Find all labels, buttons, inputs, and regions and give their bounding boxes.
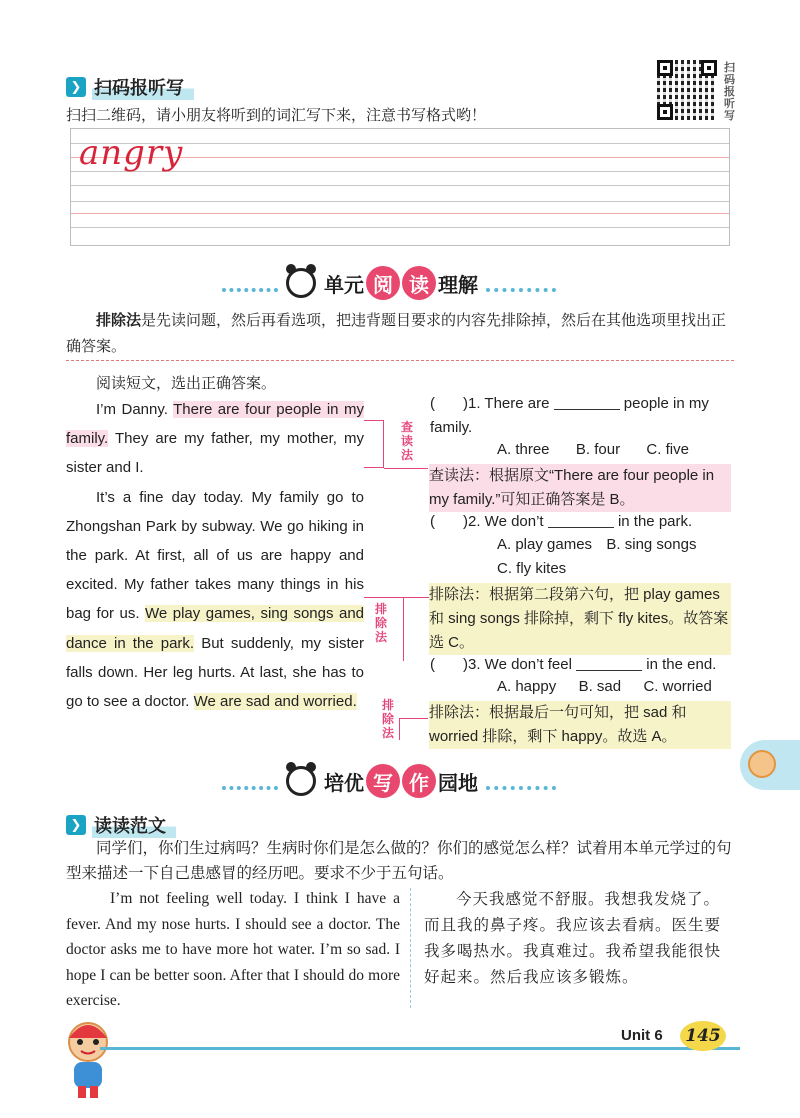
tip-keyword: 排除法 bbox=[96, 312, 142, 329]
side-tag-2: 排除法 bbox=[374, 602, 387, 644]
answer-blank-3[interactable] bbox=[576, 656, 642, 671]
option-1a[interactable]: A. three bbox=[497, 441, 550, 458]
passage-highlight-3: We are sad and worried. bbox=[193, 693, 357, 711]
connector-1 bbox=[364, 420, 384, 468]
reading-banner-circle1: 阅 bbox=[366, 266, 400, 300]
passage-highlight-2: We play games, sing songs and dance in the park. bbox=[66, 605, 365, 652]
qr-code-icon[interactable] bbox=[657, 60, 717, 120]
writing-banner-part1: 培优 bbox=[324, 772, 364, 795]
footer-line bbox=[100, 1047, 740, 1050]
option-1b[interactable]: B. four bbox=[575, 441, 621, 458]
dictation-instruction: 扫扫二维码，请小朋友将听到的词汇写下来，注意书写格式哟！ bbox=[66, 107, 487, 124]
question-3: ( )3. We don’t feel in the end. bbox=[430, 656, 717, 673]
handwriting-area[interactable] bbox=[70, 128, 730, 246]
reading-banner-part1: 单元 bbox=[324, 274, 364, 297]
reading-task: 阅读短文，选出正确答案。 bbox=[96, 375, 277, 392]
essay-english: I’m not feeling well today. I think I have a fever. And my nose hurts. I should see a doctor. The doctor asks me to have more hot water. I’m so sad. I hope I can be better soon. After that I should do more exercise. bbox=[66, 890, 400, 1009]
writing-banner-part2: 园地 bbox=[438, 772, 478, 795]
option-2c-row bbox=[497, 560, 566, 577]
side-tag-1: 查读法 bbox=[400, 420, 413, 462]
dictation-header bbox=[66, 74, 194, 100]
writing-banner-circle2: 作 bbox=[402, 764, 436, 798]
strategy-tip bbox=[66, 308, 734, 361]
panda-icon bbox=[286, 766, 316, 796]
answer-blank-1[interactable] bbox=[554, 395, 620, 410]
essay-header bbox=[66, 812, 176, 838]
option-1c[interactable]: C. five bbox=[646, 441, 689, 458]
sample-word: angry bbox=[79, 133, 184, 173]
writing-banner-circle1: 写 bbox=[366, 764, 400, 798]
side-tab[interactable] bbox=[740, 740, 800, 790]
reading-banner-part2: 理解 bbox=[438, 274, 478, 297]
unit-label: Unit 6 bbox=[621, 1027, 663, 1044]
explanation-1: 查读法：根据原文“There are four people in my family.”可知正确答案是 B。 bbox=[429, 464, 731, 512]
writing-prompt: 同学们，你们生过病吗？生病时你们是怎么做的？你们的感觉怎么样？试着用本单元学过的句型来描述一下自己患感冒的经历吧。要求不少于五句话。 bbox=[66, 839, 732, 882]
options-2 bbox=[497, 536, 696, 553]
mascot-icon bbox=[58, 1018, 118, 1100]
options-1 bbox=[497, 441, 689, 458]
option-2c[interactable]: C. fly kites bbox=[497, 560, 567, 577]
reading-banner bbox=[222, 266, 556, 300]
explanation-3: 排除法：根据最后一句可知，把 sad 和 worried 排除，剩下 happy。故选 A。 bbox=[429, 701, 731, 749]
question-1: ( )1. There are people in my family. bbox=[430, 395, 709, 436]
options-3 bbox=[497, 678, 712, 695]
option-2a[interactable]: A. play games bbox=[497, 536, 593, 553]
essay-section-title: 读读范文 bbox=[92, 812, 176, 838]
question-2: ( )2. We don’t in the park. bbox=[430, 513, 693, 530]
page-number: 145 bbox=[680, 1021, 726, 1051]
passage-highlight-1: There are four people in my family. bbox=[66, 401, 364, 448]
option-3c[interactable]: C. worried bbox=[643, 678, 712, 695]
qr-label: 扫码报听写 bbox=[724, 62, 735, 122]
option-3a[interactable]: A. happy bbox=[497, 678, 557, 695]
passage-paragraph-2: It’s a fine day today. My family go to Zhongshan Park by subway. We go hiking in the park. At first, all of us are happy and excited. My father takes many things in his bag for us. We play games, sing songs and dance in the park. But suddenly, my sister falls down. Her leg hurts. At last, she has to go to see a doctor. We are sad and worried. bbox=[66, 488, 365, 711]
reading-banner-circle2: 读 bbox=[402, 266, 436, 300]
essay-chinese: 今天我感觉不舒服。我想我发烧了。而且我的鼻子疼。我应该去看病。医生要我多喝热水。我真难过。我希望我能很快好起来。然后我应该多锻炼。 bbox=[424, 890, 722, 986]
cow-icon bbox=[748, 750, 776, 778]
writing-banner bbox=[222, 764, 556, 798]
explanation-2: 排除法：根据第二段第六句，把 play games 和 sing songs 排除掉，剩下 fly kites。故答案选 C。 bbox=[429, 583, 731, 655]
section-arrow-icon: ❯ bbox=[66, 77, 86, 97]
side-tag-3: 排除法 bbox=[381, 698, 394, 740]
panda-icon bbox=[286, 268, 316, 298]
option-3b[interactable]: B. sad bbox=[578, 678, 622, 695]
answer-blank-2[interactable] bbox=[548, 513, 614, 528]
section-arrow-icon: ❯ bbox=[66, 815, 86, 835]
option-2b[interactable]: B. sing songs bbox=[606, 536, 697, 553]
dictation-title: 扫码报听写 bbox=[92, 74, 194, 100]
passage-paragraph-1: I’m Danny. There are four people in my family. They are my father, my mother, my sister and I. bbox=[66, 401, 364, 477]
reading-passage bbox=[66, 395, 364, 716]
essay-divider bbox=[410, 888, 411, 1008]
tip-text: 是先读问题，然后再看选项，把违背题目要求的内容先排除掉，然后在其他选项里找出正确答案。 bbox=[66, 312, 727, 355]
